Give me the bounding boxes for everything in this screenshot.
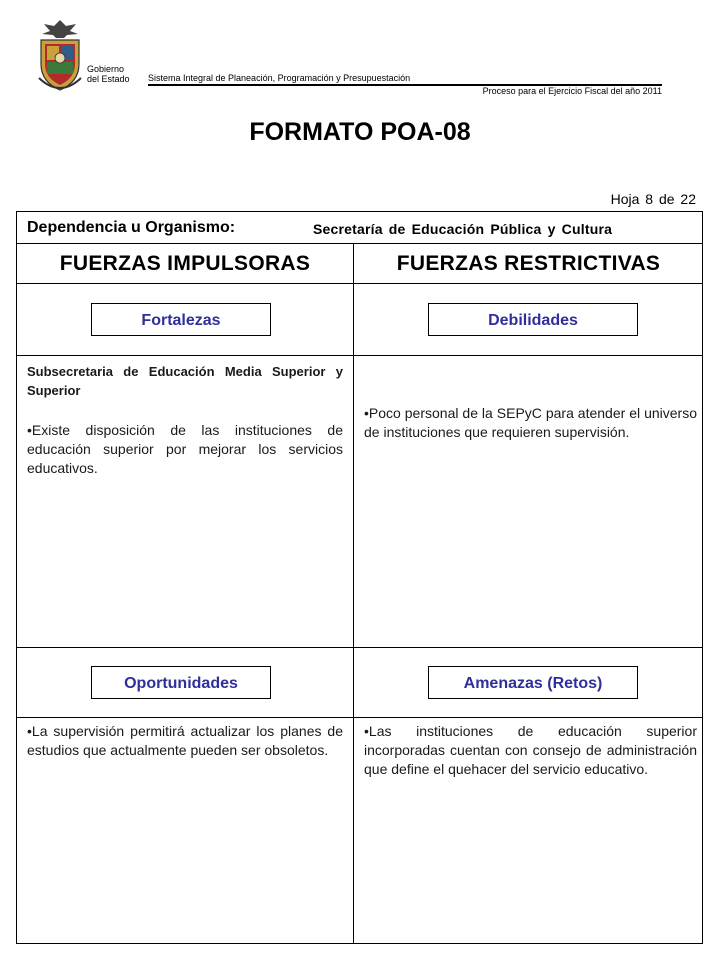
poa-form-table bbox=[16, 211, 703, 944]
driving-forces-heading: FUERZAS IMPULSORAS bbox=[59, 252, 311, 275]
government-label-line2: del Estado bbox=[87, 74, 130, 84]
weaknesses-bullet: •Poco personal de la SEPyC para atender el universo de instituciones que requieren supervisión. bbox=[364, 405, 697, 440]
process-label: Proceso para el Ejercicio Fiscal del año 2011 bbox=[482, 86, 662, 96]
opportunities-bullet: •La supervisión permitirá actualizar los planes de estudios que actualmente pueden ser obsoletos. bbox=[27, 723, 343, 758]
strengths-cell bbox=[27, 362, 343, 478]
opportunities-category: Oportunidades bbox=[91, 666, 271, 699]
dependencia-label: Dependencia u Organismo: bbox=[27, 219, 236, 236]
strengths-bullet: •Existe disposición de las instituciones de educación superior por mejorar los servicios educativos. bbox=[27, 422, 343, 476]
strengths-section-heading: Subsecretaria de Educación Media Superior y Superior bbox=[27, 364, 343, 398]
restrictive-forces-heading: FUERZAS RESTRICTIVAS bbox=[396, 252, 661, 275]
threats-cell bbox=[364, 722, 697, 779]
weaknesses-category: Debilidades bbox=[428, 303, 638, 336]
system-title: Sistema Integral de Planeación, Programación y Presupuestación bbox=[148, 73, 411, 83]
forces-header-row bbox=[17, 244, 702, 284]
strengths-weaknesses-category-row bbox=[17, 284, 702, 356]
government-label-line1: Gobierno bbox=[87, 64, 125, 74]
dependencia-row bbox=[17, 212, 702, 244]
weaknesses-cell bbox=[364, 404, 697, 442]
strengths-category: Fortalezas bbox=[91, 303, 271, 336]
state-seal-logo bbox=[36, 18, 84, 96]
dependencia-value: Secretaría de Educación Pública y Cultura bbox=[313, 221, 613, 237]
page-indicator: Hoja 8 de 22 bbox=[610, 191, 696, 207]
government-label bbox=[87, 64, 130, 84]
opportunities-threats-content-row bbox=[17, 718, 702, 943]
opportunities-threats-category-row bbox=[17, 648, 702, 718]
document-title: FORMATO POA-08 bbox=[249, 118, 471, 146]
threats-bullet: •Las instituciones de educación superior incorporadas cuentan con consejo de administración que define el quehacer del servicio educativo. bbox=[364, 723, 697, 777]
strengths-weaknesses-content-row bbox=[17, 356, 702, 648]
opportunities-cell bbox=[27, 722, 343, 760]
threats-category: Amenazas (Retos) bbox=[428, 666, 638, 699]
